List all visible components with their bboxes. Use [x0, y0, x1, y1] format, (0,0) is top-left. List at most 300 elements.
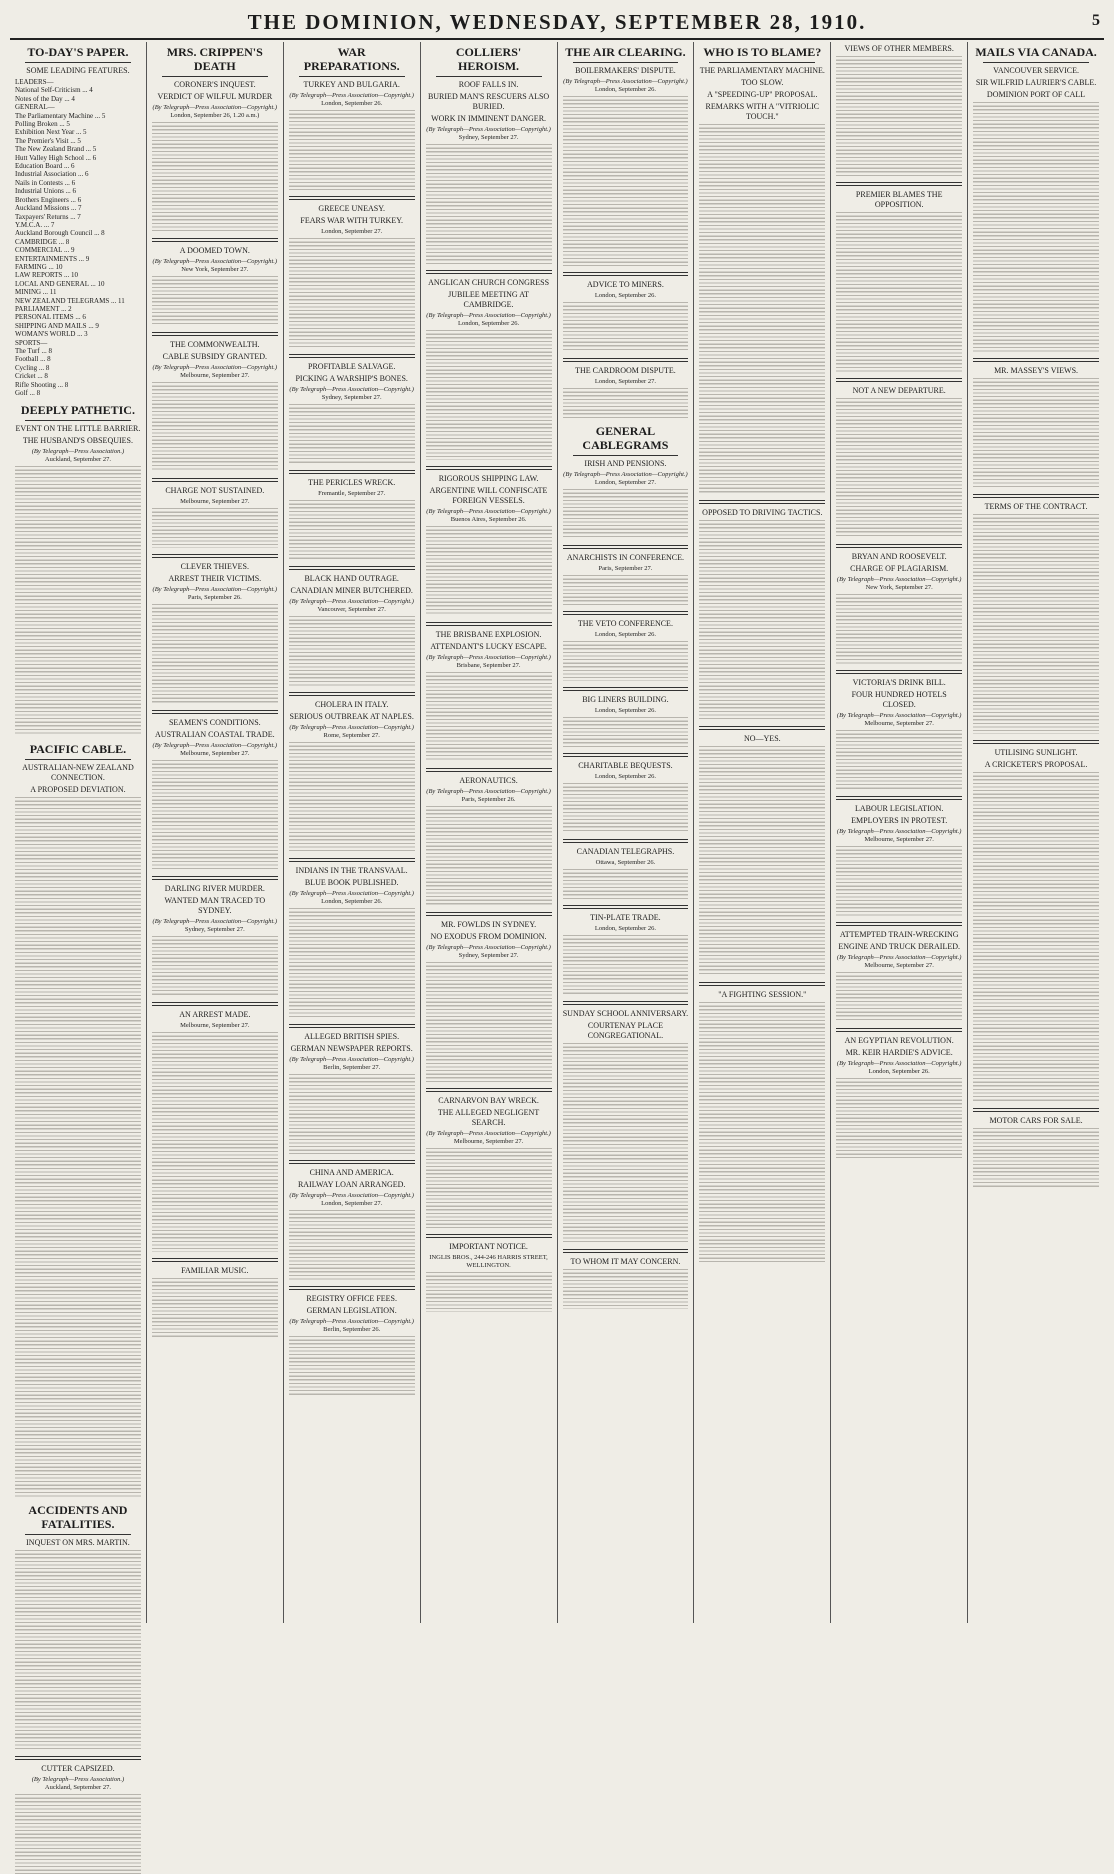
article-body-text [699, 520, 825, 720]
article-divider [152, 332, 278, 336]
article-dateline: London, September 27. [594, 479, 656, 486]
article-body-text [152, 1032, 278, 1252]
article-dateline: New York, September 27. [865, 584, 933, 591]
headline-rule [299, 76, 405, 77]
article-body-text [563, 388, 689, 418]
article-divider [563, 839, 689, 843]
article-body-text [289, 616, 415, 686]
article-subheading: AUSTRALIAN-NEW ZEALAND CONNECTION. [22, 763, 134, 783]
article-divider [152, 1002, 278, 1006]
article-body-text [152, 604, 278, 704]
article-subheading: AERONAUTICS. [459, 776, 518, 785]
article-dateline: INGLIS BROS., 244-246 HARRIS STREET, WELLINGTON. [429, 1254, 548, 1269]
article-subheading: EVENT ON THE LITTLE BARRIER. [15, 424, 141, 434]
article-subheading: CHARGE OF PLAGIARISM. [850, 564, 949, 573]
headline-rule [25, 759, 131, 760]
article-subheading: IRISH AND PENSIONS. [584, 459, 667, 468]
article-subheading: AN EGYPTIAN REVOLUTION. [844, 1036, 954, 1045]
article [426, 1234, 552, 1312]
article [152, 332, 278, 472]
article-subheading: "A FIGHTING SESSION." [718, 990, 807, 999]
article-body-text [426, 330, 552, 460]
article-subheading: NO—YES. [743, 734, 781, 743]
article-divider [426, 1234, 552, 1238]
article-subheading: OPPOSED TO DRIVING TACTICS. [702, 508, 823, 517]
article-subheading: MR. KEIR HARDIE'S ADVICE. [845, 1048, 953, 1057]
contents-row: Hutt Valley High School ... 6 [15, 153, 97, 162]
article-dateline: London, September 26, 1.20 a.m.) [170, 112, 260, 119]
article-dateline: Melbourne, September 27. [180, 498, 250, 505]
article-body-text [152, 382, 278, 472]
contents-row: FARMING ... 10 [15, 262, 63, 271]
article-dateline: New York, September 27. [181, 266, 249, 273]
article-dateline: Melbourne, September 27. [453, 1138, 524, 1145]
article-divider [699, 982, 825, 986]
article-subheading: WORK IN IMMINENT DANGER. [431, 114, 547, 123]
article [289, 354, 415, 464]
contents-index [15, 78, 141, 397]
article-dateline: Sydney, September 27. [321, 394, 382, 401]
article-body-text [973, 378, 1099, 488]
article-subheading: CORONER'S INQUEST. [173, 80, 256, 89]
article-subheading: COURTENAY PLACE CONGREGATIONAL. [587, 1021, 664, 1040]
article-divider [289, 1286, 415, 1290]
article-byline: (By Telegraph—Press Association—Copyright.) [563, 471, 688, 478]
article-subheading: THE COMMONWEALTH. [170, 340, 260, 349]
article-subheading: CABLE SUBSIDY GRANTED. [162, 352, 267, 361]
article-dateline: London, September 26. [594, 631, 656, 638]
article-divider [973, 740, 1099, 744]
article-subheading: SEAMEN'S CONDITIONS. [168, 718, 261, 727]
article-subheading: CHARGE NOT SUSTAINED. [165, 486, 265, 495]
contents-row: Notes of the Day ... 4 [15, 94, 75, 103]
article-dateline: London, September 26. [594, 773, 656, 780]
article-subheading: THE BRISBANE EXPLOSION. [435, 630, 542, 639]
article-body-text [289, 404, 415, 464]
article-body-text [836, 730, 962, 790]
article-headline: COLLIERS' HEROISM. [455, 45, 522, 73]
article-subheading: A PROPOSED DEVIATION. [30, 785, 126, 795]
article-dateline: Melbourne, September 27. [864, 720, 934, 727]
article-divider [152, 876, 278, 880]
article-subheading: VIEWS OF OTHER MEMBERS. [844, 44, 954, 53]
article-divider [563, 905, 689, 909]
article [426, 270, 552, 460]
article-subheading: ADVICE TO MINERS. [587, 280, 664, 289]
article-body-text [426, 672, 552, 762]
article-byline: (By Telegraph—Press Association—Copyright.) [836, 576, 962, 583]
article-byline: (By Telegraph—Press Association—Copyright.) [836, 1060, 962, 1067]
article-subheading: UTILISING SUNLIGHT. [994, 748, 1078, 757]
article-headline: WAR PREPARATIONS. [303, 45, 400, 73]
article-body-text [563, 935, 689, 995]
article-subheading: ARGENTINE WILL CONFISCATE FOREIGN VESSELS. [429, 486, 548, 505]
article-subheading: DARLING RIVER MURDER. [164, 884, 265, 893]
article-subheading: REGISTRY OFFICE FEES. [306, 1294, 397, 1303]
article [563, 905, 689, 995]
article [152, 554, 278, 704]
article [289, 566, 415, 686]
article-headline: PACIFIC CABLE. [29, 742, 127, 757]
article-subheading: AUSTRALIAN COASTAL TRADE. [155, 730, 275, 739]
article-dateline: Melbourne, September 27. [180, 372, 250, 379]
article-body-text [426, 526, 552, 616]
contents-row: ENTERTAINMENTS ... 9 [15, 254, 90, 263]
article [699, 45, 825, 494]
article [836, 182, 962, 372]
contents-row: Cycling ... 8 [15, 363, 50, 372]
article-dateline: Melbourne, September 27. [180, 750, 250, 757]
article-dateline: Melbourne, September 27. [864, 962, 934, 969]
article-body-text [563, 575, 689, 605]
contents-row: SHIPPING AND MAILS ... 9 [15, 321, 99, 330]
article-body-text [836, 972, 962, 1022]
article [289, 692, 415, 852]
article-headline: MAILS VIA CANADA. [975, 45, 1097, 59]
article-subheading: CUTTER CAPSIZED. [41, 1764, 115, 1774]
article-byline: (By Telegraph—Press Association—Copyright.) [289, 386, 414, 393]
article-subheading: ATTEMPTED TRAIN-WRECKING [839, 930, 959, 939]
article [563, 1249, 689, 1309]
article-body-text [426, 1272, 552, 1312]
article-byline: (By Telegraph—Press Association—Copyright.) [426, 1130, 551, 1137]
article [563, 753, 689, 833]
article-subheading: FAMILIAR MUSIC. [181, 1266, 249, 1275]
article-subheading: FOUR HUNDRED HOTELS CLOSED. [851, 690, 947, 709]
article-body-text [973, 102, 1099, 352]
contents-row: Rifle Shooting ... 8 [15, 380, 69, 389]
article-divider [836, 670, 962, 674]
article [15, 1756, 141, 1874]
contents-row: The Turf ... 8 [15, 347, 52, 355]
contents-row: Y.M.C.A. ... 7 [15, 220, 55, 229]
article-divider [426, 1088, 552, 1092]
article-subheading: THE HUSBAND'S OBSEQUIES. [22, 436, 133, 446]
article-divider [426, 466, 552, 470]
article-subheading: TO WHOM IT MAY CONCERN. [570, 1257, 681, 1266]
contents-row: PERSONAL ITEMS ... 6 [15, 313, 86, 322]
article-divider [426, 768, 552, 772]
column-2 [147, 42, 284, 1623]
article-subheading: AN ARREST MADE. [179, 1010, 251, 1019]
article [563, 358, 689, 418]
article-subheading: EMPLOYERS IN PROTEST. [851, 816, 948, 825]
article-body-text [15, 1794, 141, 1874]
article-byline: (By Telegraph—Press Association—Copyright.) [289, 598, 414, 605]
article [289, 45, 415, 190]
article [836, 796, 962, 916]
article [836, 670, 962, 790]
article [289, 196, 415, 348]
article-headline: TO-DAY'S PAPER. [27, 45, 129, 59]
article-body-text [426, 962, 552, 1082]
contents-row: The Premier's Visit ... 5 [15, 136, 81, 145]
article [973, 358, 1099, 488]
article-byline: (By Telegraph—Press Association—Copyright.) [152, 586, 278, 593]
contents-row: PARLIAMENT ... 2 [15, 304, 72, 313]
article-divider [289, 566, 415, 570]
article-byline: (By Telegraph—Press Association—Copyright.) [152, 104, 278, 111]
article-headline: WHO IS TO BLAME? [703, 45, 822, 59]
article-subheading: THE ALLEGED NEGLIGENT SEARCH. [437, 1108, 540, 1127]
contents-row: CAMBRIDGE ... 8 [15, 237, 70, 246]
article-divider [699, 500, 825, 504]
page-number: 5 [1092, 12, 1100, 29]
article-dateline: Paris, September 26. [461, 796, 516, 803]
column-1 [10, 42, 147, 1792]
contents-row: Exhibition Next Year ... 5 [15, 128, 87, 137]
article-body-text [289, 1074, 415, 1154]
article-subheading: MR. FOWLDS IN SYDNEY. [440, 920, 537, 929]
column-8 [968, 42, 1104, 1623]
article-byline: (By Telegraph—Press Association—Copyright.) [289, 890, 414, 897]
article [152, 478, 278, 548]
article-subheading: MOTOR CARS FOR SALE. [989, 1116, 1083, 1125]
article-subheading: ANGLICAN CHURCH CONGRESS [428, 278, 550, 287]
article-subheading: RAILWAY LOAN ARRANGED. [297, 1180, 406, 1189]
article-dateline: Berlin, September 27. [323, 1064, 381, 1071]
article-byline: (By Telegraph—Press Association—Copyright.) [152, 918, 278, 925]
masthead-title: THE DOMINION, WEDNESDAY, SEPTEMBER 28, 1910. [247, 10, 867, 34]
article [15, 742, 141, 1497]
article-body-text [699, 124, 825, 494]
article-body-text [289, 742, 415, 852]
article-divider [563, 687, 689, 691]
article [699, 500, 825, 720]
contents-row: National Self-Criticism ... 4 [15, 86, 93, 95]
article-divider [836, 544, 962, 548]
article-divider [836, 182, 962, 186]
article-divider [563, 272, 689, 276]
article [152, 1258, 278, 1338]
article [289, 1286, 415, 1396]
contents-row: Golf ... 8 [15, 389, 41, 398]
article [152, 876, 278, 996]
article [699, 726, 825, 976]
article-subheading: FEARS WAR WITH TURKEY. [300, 216, 403, 225]
article-subheading: ATTENDANT'S LUCKY ESCAPE. [430, 642, 547, 651]
article-subheading: THE PERICLES WRECK. [308, 478, 396, 487]
article [699, 982, 825, 1262]
article [152, 1002, 278, 1252]
article [426, 1088, 552, 1228]
article [289, 858, 415, 1018]
article-subheading: IMPORTANT NOTICE. [449, 1242, 528, 1251]
article-body-text [836, 846, 962, 916]
article [152, 45, 278, 232]
article-subheading: REMARKS WITH A "VITRIOLIC TOUCH." [705, 102, 820, 121]
article-divider [152, 710, 278, 714]
article-body-text [563, 489, 689, 539]
article-body-text [836, 212, 962, 372]
article-body-text [152, 122, 278, 232]
article-subheading: CHARITABLE BEQUESTS. [578, 761, 673, 770]
article [973, 740, 1099, 1102]
contents-row: Industrial Unions ... 6 [15, 187, 77, 196]
article-divider [699, 726, 825, 730]
article-subheading: CARNARVON BAY WRECK. [438, 1096, 539, 1105]
article-subheading: VICTORIA'S DRINK BILL. [852, 678, 946, 687]
article [15, 403, 141, 736]
article-subheading: SOME LEADING FEATURES. [26, 66, 130, 75]
article-dateline: London, September 26. [321, 898, 383, 905]
article-byline: (By Telegraph—Press Association—Copyright.) [152, 258, 278, 265]
article [563, 687, 689, 747]
headline-rule [162, 76, 268, 77]
article-subheading: THE CARDROOM DISPUTE. [575, 366, 676, 375]
article-dateline: Fremantle, September 27. [318, 490, 386, 497]
article [15, 45, 141, 397]
article [563, 611, 689, 681]
article-byline: (By Telegraph—Press Association.) [31, 448, 125, 456]
article-headline: THE AIR CLEARING. [565, 45, 686, 59]
article-dateline: Sydney, September 27. [458, 952, 519, 959]
headline-rule [573, 62, 679, 63]
article [289, 470, 415, 560]
contents-row: LOCAL AND GENERAL ... 10 [15, 279, 105, 288]
article-body-text [563, 302, 689, 352]
article-dateline: Paris, September 26. [187, 594, 242, 601]
article-subheading: GERMAN NEWSPAPER REPORTS. [290, 1044, 413, 1053]
article-byline: (By Telegraph—Press Association—Copyright.) [426, 312, 551, 319]
article-divider [836, 922, 962, 926]
article-subheading: THE PARLIAMENTARY MACHINE. [699, 66, 825, 75]
article-body-text [836, 398, 962, 538]
article-body-text [152, 508, 278, 548]
article-subheading: ANARCHISTS IN CONFERENCE. [566, 553, 684, 562]
article-dateline: Melbourne, September 27. [864, 836, 934, 843]
contents-row: GENERAL— [15, 103, 55, 112]
column-5 [558, 42, 695, 1623]
article-body-text [15, 1550, 141, 1750]
article [426, 45, 552, 264]
article-subheading: THE VETO CONFERENCE. [577, 619, 673, 628]
article-subheading: BRYAN AND ROOSEVELT. [851, 552, 947, 561]
article-divider [836, 378, 962, 382]
contents-row: Brothers Engineers ... 6 [15, 195, 82, 204]
article-body-text [152, 276, 278, 326]
article-byline: (By Telegraph—Press Association—Copyright.) [836, 712, 962, 719]
article-body-text [15, 466, 141, 736]
article-byline: (By Telegraph—Press Association—Copyright.) [426, 788, 551, 795]
article-dateline: London, September 26. [321, 100, 383, 107]
article-divider [152, 1258, 278, 1262]
article-subheading: PICKING A WARSHIP'S BONES. [295, 374, 408, 383]
article-subheading: SUNDAY SCHOOL ANNIVERSARY. [562, 1009, 689, 1018]
headline-rule [25, 420, 131, 421]
article-body-text [973, 1128, 1099, 1188]
article-divider [973, 358, 1099, 362]
article-dateline: Sydney, September 27. [184, 926, 245, 933]
article-divider [152, 478, 278, 482]
article-dateline: London, September 26. [594, 925, 656, 932]
contents-row: Auckland Borough Council ... 8 [15, 229, 105, 238]
columns [10, 42, 1104, 1792]
article [973, 45, 1099, 352]
article-subheading: ROOF FALLS IN. [458, 80, 519, 89]
article-subheading: TURKEY AND BULGARIA. [303, 80, 400, 89]
article-body-text [152, 936, 278, 996]
contents-row: MINING ... 11 [15, 288, 57, 297]
column-4 [421, 42, 558, 1623]
article-divider [289, 196, 415, 200]
article-dateline: London, September 26. [594, 707, 656, 714]
headline-rule [709, 62, 815, 63]
article-subheading: TIN-PLATE TRADE. [590, 913, 661, 922]
article [836, 1028, 962, 1158]
article-body-text [289, 908, 415, 1018]
article-divider [426, 912, 552, 916]
article-headline: GENERAL CABLEGRAMS [582, 424, 669, 452]
article-dateline: Auckland, September 27. [44, 1784, 111, 1792]
article-subheading: CHOLERA IN ITALY. [315, 700, 389, 709]
article-dateline: Ottawa, September 26. [595, 859, 656, 866]
contents-row: COMMERCIAL ... 9 [15, 246, 75, 255]
article-divider [289, 354, 415, 358]
article-divider [152, 554, 278, 558]
article-subheading: BIG LINERS BUILDING. [582, 695, 669, 704]
article-body-text [426, 1148, 552, 1228]
article-byline: (By Telegraph—Press Association—Copyright.) [289, 92, 414, 99]
article [836, 544, 962, 664]
article [973, 1108, 1099, 1188]
article [426, 622, 552, 762]
headline-rule [25, 62, 131, 63]
contents-row: The Parliamentary Machine ... 5 [15, 111, 106, 120]
article [836, 44, 962, 176]
article-dateline: London, September 26. [594, 86, 656, 93]
article-body-text [563, 717, 689, 747]
article-subheading: CHINA AND AMERICA. [309, 1168, 394, 1177]
article-subheading: SIR WILFRID LAURIER'S CABLE. [975, 78, 1097, 87]
article [426, 912, 552, 1082]
article-dateline: London, September 27. [321, 1200, 383, 1207]
headline-rule [25, 1534, 131, 1535]
article-divider [563, 1001, 689, 1005]
article-divider [15, 1756, 141, 1760]
article-subheading: ALLEGED BRITISH SPIES. [304, 1032, 400, 1041]
masthead [10, 8, 1104, 40]
article [836, 378, 962, 538]
article [563, 839, 689, 899]
article-body-text [836, 594, 962, 664]
article [836, 922, 962, 1022]
article-body-text [836, 1078, 962, 1158]
article-subheading: PROFITABLE SALVAGE. [308, 362, 396, 371]
article-divider [289, 858, 415, 862]
article-dateline: London, September 26. [594, 292, 656, 299]
article-body-text [563, 1043, 689, 1243]
article-subheading: CANADIAN TELEGRAPHS. [576, 847, 675, 856]
article-subheading: DOMINION PORT OF CALL [986, 90, 1086, 99]
article-dateline: London, September 27. [594, 378, 656, 385]
contents-row: SPORTS— [15, 338, 48, 347]
article-dateline: Paris, September 27. [598, 565, 653, 572]
contents-row: WOMAN'S WORLD ... 3 [15, 330, 88, 339]
article [426, 768, 552, 906]
headline-rule [573, 455, 679, 456]
article-subheading: RIGOROUS SHIPPING LAW. [438, 474, 539, 483]
article-byline: (By Telegraph—Press Association—Copyright.) [836, 954, 962, 961]
article-body-text [289, 238, 415, 348]
article-byline: (By Telegraph—Press Association—Copyright.) [563, 78, 688, 85]
article-divider [289, 1160, 415, 1164]
article-dateline: Sydney, September 27. [458, 134, 519, 141]
article-subheading: A "SPEEDING-UP" PROPOSAL. [707, 90, 818, 99]
article [152, 710, 278, 870]
article-body-text [15, 797, 141, 1497]
article-dateline: Berlin, September 26. [323, 1326, 381, 1333]
